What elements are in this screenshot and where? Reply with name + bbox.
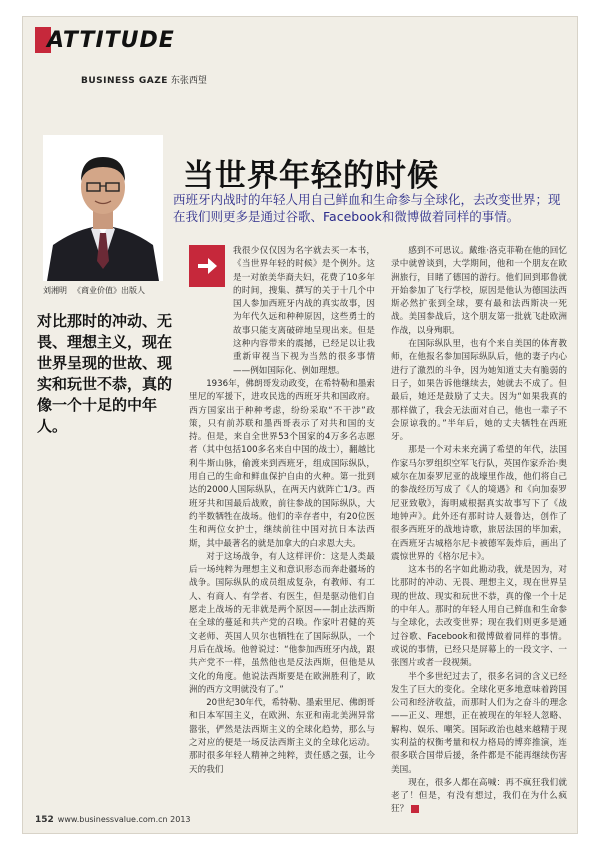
section-title: ATTITUDE bbox=[47, 27, 175, 53]
paragraph: 在国际纵队里，也有个来自美国的体育教师，在他报名参加国际纵队后，他的妻子内心进行了激烈的斗争，因为她知道丈夫有脆弱的日子，如果告诉他继续去，她就去不成了。但最后，她还是鼓励了丈夫。因为“如果我真的那样做了，我会无法面对自己，他也一辈子不会原谅我的。”半年后，她的丈夫牺牲在西班牙。 bbox=[391, 339, 567, 443]
portrait-caption bbox=[43, 285, 183, 296]
author-portrait bbox=[43, 135, 163, 281]
caption-role: 《商业价值》出版人 bbox=[73, 286, 145, 295]
column-line bbox=[81, 73, 207, 86]
paragraph: 对于这场战争，有人这样评价：这是人类最后一场纯粹为理想主义和意识形态而奔赴疆场的战争。国际纵队的成员组成复杂，有教师、有工人、有商人、有学者、有医生，但是驱动他们自愿走上战场的无非就是两个原因——制止法西斯在全球的蔓延和共产党的召唤。作家叶君健的英文老师、英国人贝尔也牺牲在了国际纵队，一个月后在战场。他曾说过：“他参加西班牙内战，跟共产党不一样，虽然他也是反法西斯，但他是从文化的角度。他说法西斯要是在欧洲胜利了，欧洲的西方文明就没有了。” bbox=[189, 551, 375, 695]
paragraph-last bbox=[391, 777, 567, 817]
article-subtitle: 西班牙内战时的年轻人用自己鲜血和生命参与全球化，去改变世界；现在我们则更多是通过谷歌、Facebook和微博做着同样的事情。 bbox=[173, 192, 561, 224]
paragraph: 这本书的名字如此勘动我，就是因为，对比那时的冲动、无畏、理想主义，现在世界呈现的世故、现实和玩世不恭，真的像一个十足的中年人。那时的年轻人用自己鲜血和生命参与全球化，去改变世界；现在我们则更多是通过谷歌、Facebook和微博做着同样的事情。或说的事情，已经只是屏幕上的一段文字、一张图片或者一段视频。 bbox=[391, 565, 567, 669]
article-column-1 bbox=[189, 245, 375, 777]
column-author: 东张西望 bbox=[170, 76, 207, 86]
end-mark-icon bbox=[411, 805, 419, 813]
page-number: 152 bbox=[35, 815, 54, 825]
paragraph: 感到不可思议。戴维·洛克菲勒在他的回忆录中就曾谈到，大学期间，他和一个朋友在欧洲旅行，目睹了德国的游行。他们回到耶鲁就开始参加了飞行学校，原因是他认为德国法西斯必然扩张到全球，要有最和法西斯决一死战。美国参战后，这个朋友第一批就飞赴欧洲作战，以身殉职。 bbox=[391, 246, 567, 336]
portrait-photo-icon bbox=[43, 135, 163, 281]
paragraph: 1936年，佛朗哥发动政变，在希特勒和墨索里尼的军援下，进攻民选的西班牙共和国政府。西方国家出于种种考虑，纷纷采取“不干涉”政策，只有前苏联和墨西哥表示了对共和国的支持。但是，来自全世界53个国家的4万多名志愿者（其中包括100多名来自中国的战士），翻越比利牛斯山脉，偷渡来到西班牙，组成国际纵队，用自己的生命和鲜血保护自由的火种。第一批到达的2000人国际纵队，在两天内就阵亡1/3。西班牙共和国最后战败，前往参战的国际纵队，大约半数牺牲在战场。他们的幸存者中，有20位医生和两位女护士，继续前往中国对抗日本法西斯，其中最著名的就是加拿大的白求恩大夫。 bbox=[189, 378, 375, 549]
magazine-page bbox=[22, 16, 578, 834]
paragraph: 20世纪30年代，希特勒、墨索里尼、佛朗哥和日本军国主义，在欧洲、东亚和南北美洲异常嚣张，俨然是法西斯主义的全球化趋势，那么与之对应的便是一场反法西斯主义的全球化运动。那时很多年轻人精神之纯粹，责任感之强，让今天的我们 bbox=[189, 698, 375, 775]
article-column-2 bbox=[391, 245, 567, 817]
section-banner bbox=[35, 25, 175, 55]
paragraph: 我很少仅仅因为名字就去买一本书，《当世界年轻的时候》是个例外。这是一对旅美华裔夫妇，花费了10多年的时间，搜集、撰写的关于十几个中国人参加西班牙内战的真实故事，因为年代久远和种种原因，这些勇士的故事只能支离破碎地呈现出来。但是这种内容带来的震撼，已经足以让我重新审视当下视为当然的很多事情——例如国际化、例如理想。 bbox=[233, 246, 375, 376]
footer-website: www.businessvalue.com.cn 2013 bbox=[57, 815, 191, 824]
column-name: BUSINESS GAZE bbox=[81, 76, 168, 86]
paragraph: 半个多世纪过去了，很多名词的含义已经发生了巨大的变化。全球化更多地意味着跨国公司和经济收益，而那时人们为之奋斗的理念——正义、理想，正在被现在的年轻人忽略、解构、娱乐、嘲笑。国际政治也越来越精于现实利益的权衡考量和权力格局的博弈推演，连很多联合国带后援，条件都是不能再继续伤害美国。 bbox=[391, 671, 567, 775]
pull-quote: 对比那时的冲动、无畏、理想主义，现在世界呈现的世故、现实和玩世不恭，真的像一个十足的中年人。 bbox=[37, 312, 173, 435]
paragraph: 那是一个对未来充满了希望的年代，法国作家马尔罗组织空军飞行队，英国作家乔治·奥威尔在加泰罗尼亚的战壕里作战，他们将自己的参战经历写成了《人的境遇》和《向加泰罗尼亚致敬》，海明威根据真实故事写下了《战地钟声》。此外还有那时诗人聂鲁达，创作了很多西班牙的战地诗歌，旅居法国的毕加索，在西班牙古城格尔尼卡被德军轰炸后，画出了震惊世界的《格尔尼卡》。 bbox=[391, 445, 567, 562]
caption-name: 刘湘明 bbox=[43, 286, 67, 295]
article-title: 当世界年轻的时候 bbox=[183, 158, 439, 194]
paragraph-text: 现在，很多人都在高喊：再不疯狂我们就老了！但是，有没有想过，我们在为什么疯狂？ bbox=[391, 777, 567, 815]
page-footer bbox=[35, 815, 191, 825]
